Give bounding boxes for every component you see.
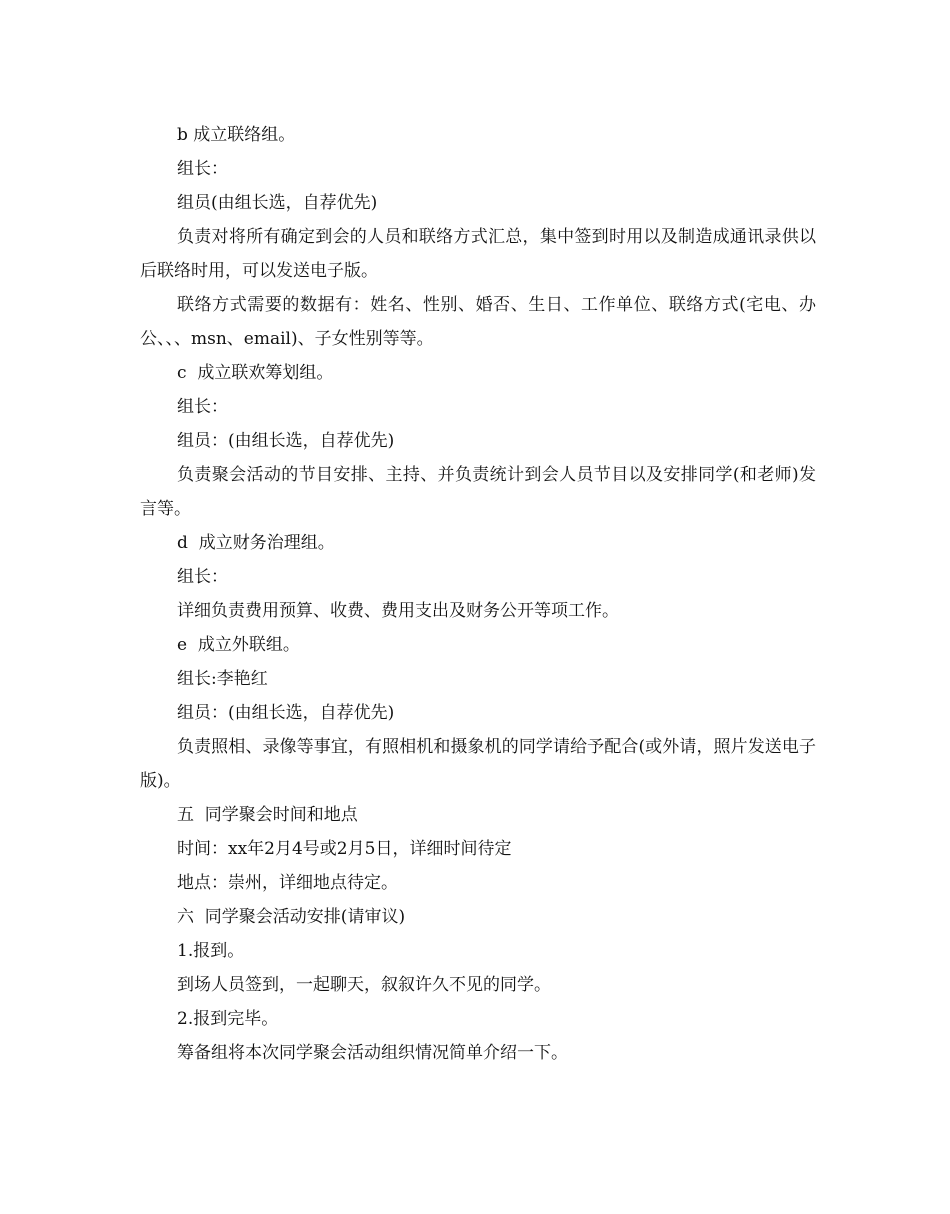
paragraph-group-e-duty: 负责照相、录像等事宜，有照相机和摄象机的同学请给予配合(或外请，照片发送电子版)。 bbox=[140, 737, 816, 791]
paragraph-group-c-duty: 负责聚会活动的节目安排、主持、并负责统计到会人员节目以及安排同学(和老师)发言等。 bbox=[140, 465, 816, 519]
paragraph-contact-info-fields: 联络方式需要的数据有：姓名、性别、婚否、生日、工作单位、联络方式(宅电、办公、、、msn、email)、子女性别等等。 bbox=[140, 295, 816, 349]
paragraph-group-c-heading: c 成立联欢筹划组。 bbox=[177, 363, 334, 383]
list-item-checkin: 1.报到。 bbox=[177, 941, 245, 961]
paragraph-group-c-leader: 组长： bbox=[177, 397, 228, 417]
paragraph-group-e-leader: 组长:李艳红 bbox=[177, 669, 268, 689]
paragraph-group-b-duty: 负责对将所有确定到会的人员和联络方式汇总，集中签到时用以及制造成通讯录供以后联络时用，可以发送电子版。 bbox=[140, 227, 816, 281]
paragraph-intro-summary: 筹备组将本次同学聚会活动组织情况简单介绍一下。 bbox=[177, 1043, 568, 1063]
paragraph-group-d-heading: d 成立财务治理组。 bbox=[177, 533, 335, 553]
paragraph-group-b-heading: b 成立联络组。 bbox=[177, 125, 296, 145]
paragraph-time: 时间：xx年2月4号或2月5日，详细时间待定 bbox=[177, 839, 512, 859]
document-body bbox=[140, 118, 816, 1070]
paragraph-group-b-leader: 组长： bbox=[177, 159, 228, 179]
paragraph-group-e-heading: e 成立外联组。 bbox=[177, 635, 300, 655]
paragraph-group-b-members: 组员(由组长选，自荐优先) bbox=[177, 193, 378, 213]
section-five-heading: 五 同学聚会时间和地点 bbox=[177, 805, 358, 825]
paragraph-group-d-duty: 详细负责费用预算、收费、费用支出及财务公开等项工作。 bbox=[177, 601, 619, 621]
paragraph-location: 地点：崇州，详细地点待定。 bbox=[177, 873, 398, 893]
list-item-checkin-complete: 2.报到完毕。 bbox=[177, 1009, 279, 1029]
paragraph-group-e-members: 组员：(由组长选，自荐优先) bbox=[177, 703, 395, 723]
paragraph-checkin-detail: 到场人员签到，一起聊天，叙叙许久不见的同学。 bbox=[177, 975, 551, 995]
section-six-heading: 六 同学聚会活动安排(请审议) bbox=[177, 907, 406, 927]
paragraph-group-d-leader: 组长： bbox=[177, 567, 228, 587]
paragraph-group-c-members: 组员：(由组长选，自荐优先) bbox=[177, 431, 395, 451]
